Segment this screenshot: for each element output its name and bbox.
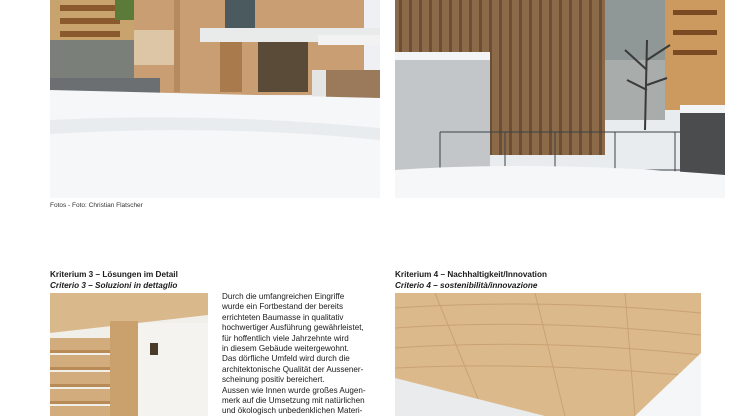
photo-interior-staircase bbox=[50, 293, 208, 416]
photo-house-exterior bbox=[50, 0, 380, 198]
photo-caption: Fotos - Foto: Christian Flatscher bbox=[50, 202, 143, 209]
photo-wooden-facade bbox=[395, 0, 725, 198]
criterion-3-heading bbox=[50, 270, 178, 291]
criterion-4-heading bbox=[395, 270, 547, 291]
photo-wooden-ceiling bbox=[395, 293, 701, 416]
criterion-3-title-it: Criterio 3 – Soluzioni in dettaglio bbox=[50, 280, 178, 290]
criterion-3-title-de: Kriterium 3 – Lösungen im Detail bbox=[50, 270, 178, 279]
criterion-4-title-de: Kriterium 4 – Nachhaltigkeit/Innovation bbox=[395, 270, 547, 279]
criterion-4-title-it: Criterio 4 – sostenibilità/innovazione bbox=[395, 280, 538, 290]
criterion-3-body-text: Durch die umfangreichen Eingriffe wurde ein Fortbestand der bereits errichteten Baumasse in qualitativ hochwertiger Ausführung gewährleistet, für hoffentlich viele Jahrzehnte wird in diesem Gebäude weitergewohnt. Das dörfliche Umfeld wird durch die architektonische Qualität der Aussener- scheinung positiv bereichert. Aussen wie Innen wurde großes Augen- merk auf die Umsetzung mit natürlichen und ökologisch unbedenklichen Materi- bbox=[222, 292, 366, 416]
